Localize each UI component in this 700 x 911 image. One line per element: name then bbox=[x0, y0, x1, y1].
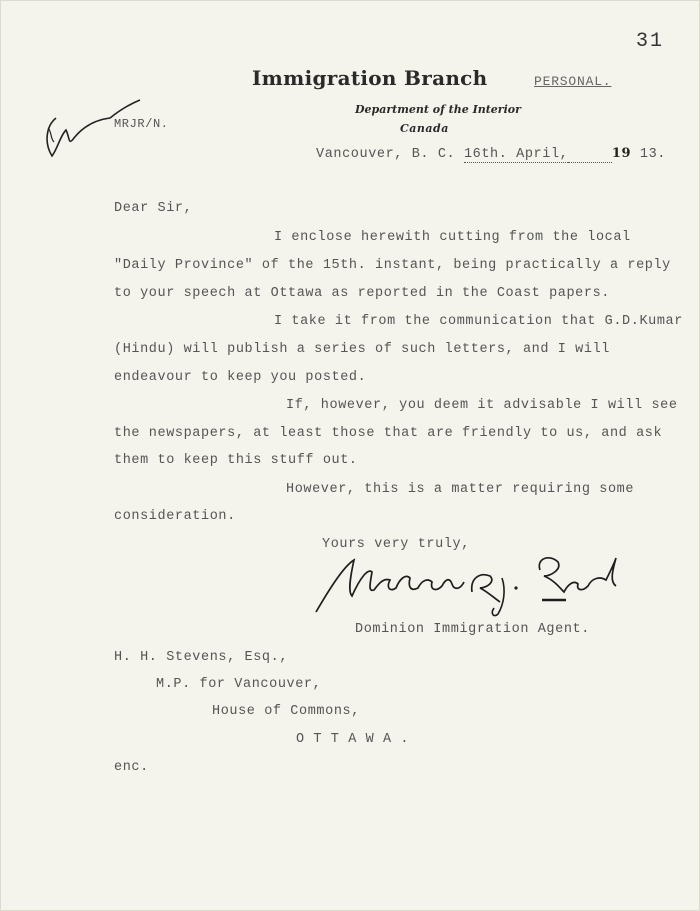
date-line bbox=[316, 146, 666, 162]
body-line-11: consideration. bbox=[114, 509, 236, 524]
handwritten-initial-mark bbox=[38, 98, 148, 168]
personal-mark: PERSONAL. bbox=[534, 74, 612, 89]
body-line-7: If, however, you deem it advisable I will see bbox=[286, 398, 678, 413]
signatory-title: Dominion Immigration Agent. bbox=[355, 622, 590, 637]
enclosure-note: enc. bbox=[114, 760, 149, 775]
body-line-8: the newspapers, at least those that are friendly to us, and ask bbox=[114, 426, 663, 441]
body-line-10: However, this is a matter requiring some bbox=[286, 482, 635, 497]
recipient-house: House of Commons, bbox=[212, 704, 360, 719]
body-line-9: them to keep this stuff out. bbox=[114, 453, 358, 468]
recipient-position: M.P. for Vancouver, bbox=[156, 677, 322, 692]
date-year-prefix: 19 bbox=[611, 146, 632, 161]
closing: Yours very truly, bbox=[322, 537, 470, 552]
recipient-name: H. H. Stevens, Esq., bbox=[114, 650, 289, 665]
body-line-5: (Hindu) will publish a series of such letters, and I will bbox=[114, 342, 610, 357]
body-line-4: I take it from the communication that G.D.Kumar bbox=[274, 314, 683, 329]
body-line-3: to your speech at Ottawa as reported in the Coast papers. bbox=[114, 286, 610, 301]
page-number: 31 bbox=[636, 30, 665, 53]
reference-code: MRJR/N. bbox=[114, 117, 169, 131]
department-line: Department of the Interior bbox=[355, 103, 521, 116]
body-line-1: I enclose herewith cutting from the local bbox=[274, 230, 631, 245]
date-day-month: 16th. April, bbox=[463, 147, 569, 162]
date-place: Vancouver, B. C. bbox=[316, 147, 456, 162]
recipient-city: O T T A W A . bbox=[296, 732, 410, 747]
salutation: Dear Sir, bbox=[114, 201, 193, 216]
body-line-2: "Daily Province" of the 15th. instant, being practically a reply bbox=[114, 258, 671, 273]
date-year-suffix: 13. bbox=[639, 147, 666, 162]
handwritten-signature bbox=[310, 548, 630, 620]
country-line: Canada bbox=[400, 122, 449, 135]
body-line-6: endeavour to keep you posted. bbox=[114, 370, 367, 385]
letterhead-title: Immigration Branch bbox=[252, 66, 488, 90]
